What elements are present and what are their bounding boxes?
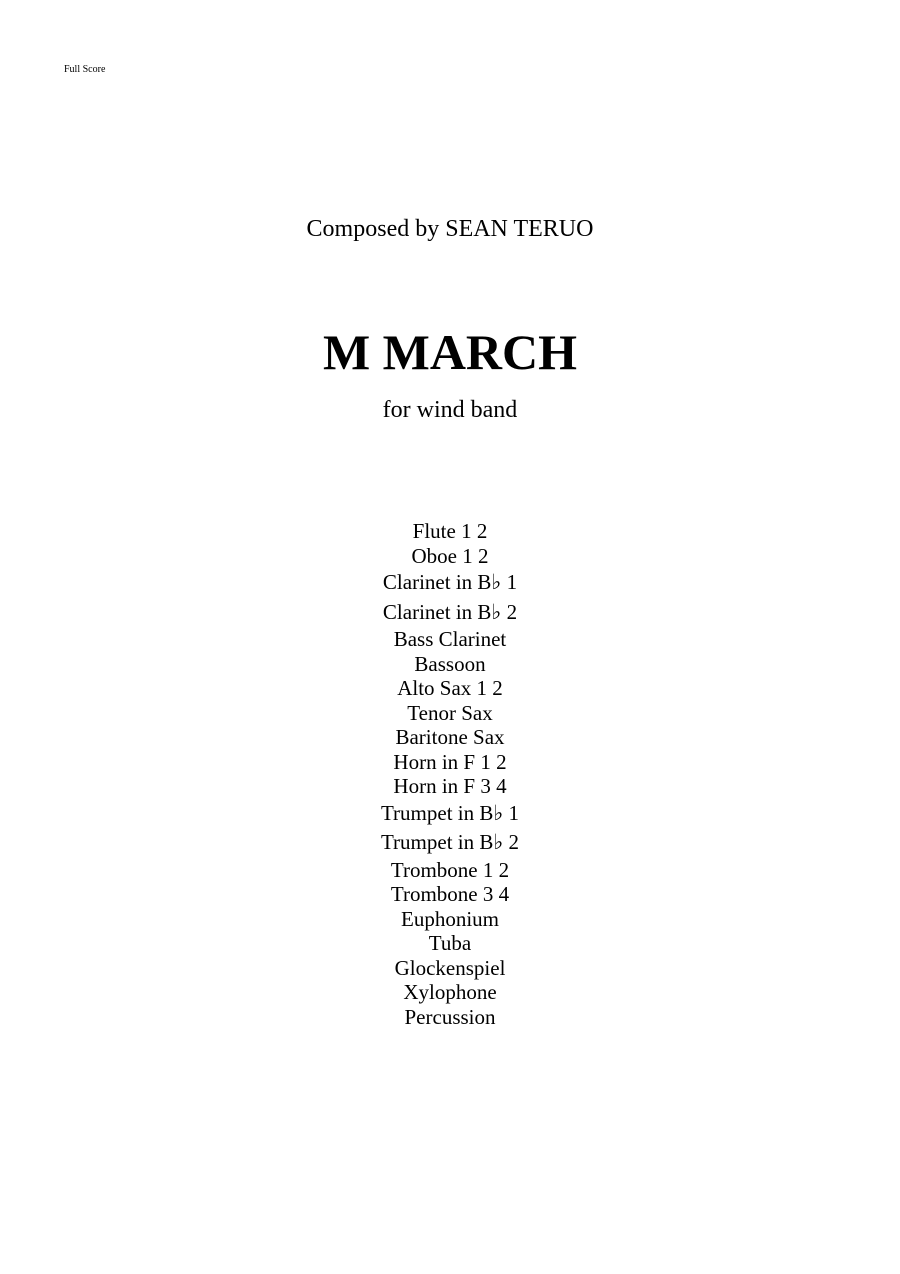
instrument-item-tuba: Tuba bbox=[428, 931, 472, 955]
instrument-item-glockenspiel: Glockenspiel bbox=[394, 955, 506, 980]
piece-title: M MARCH bbox=[322, 324, 578, 380]
instrument-item-euphonium: Euphonium bbox=[401, 906, 499, 931]
instrument-item-trombone-3-4: Trombone 3 4 bbox=[390, 882, 510, 906]
composer-credit: Composed by SEAN TERUO bbox=[306, 216, 594, 242]
instrument-item-clarinet-2: Clarinet in B♭ 2 bbox=[382, 599, 518, 624]
instrument-item-xylophone: Xylophone bbox=[403, 980, 497, 1004]
instrumentation-list bbox=[0, 519, 900, 1029]
instrument-item-tenor-sax: Tenor Sax bbox=[407, 700, 493, 725]
instrument-item-bassoon: Bassoon bbox=[414, 651, 486, 676]
instrument-item-clarinet-1: Clarinet in B♭ 1 bbox=[382, 570, 518, 594]
instrument-item-bass-clarinet: Bass Clarinet bbox=[393, 627, 507, 651]
instrument-item-flute: Flute 1 2 bbox=[412, 519, 488, 543]
instrument-item-trumpet-2: Trumpet in B♭ 2 bbox=[380, 830, 520, 854]
score-type-label: Full Score bbox=[64, 64, 106, 75]
instrument-item-baritone-sax: Baritone Sax bbox=[395, 725, 505, 749]
ensemble-subtitle: for wind band bbox=[382, 397, 518, 423]
instrument-item-trumpet-1: Trumpet in B♭ 1 bbox=[380, 800, 520, 825]
instrument-item-horn-1-2: Horn in F 1 2 bbox=[393, 749, 507, 774]
instrument-item-alto-sax: Alto Sax 1 2 bbox=[397, 676, 503, 700]
instrument-item-trombone-1-2: Trombone 1 2 bbox=[390, 857, 510, 882]
instrument-item-percussion: Percussion bbox=[404, 1004, 496, 1029]
instrument-item-horn-3-4: Horn in F 3 4 bbox=[393, 774, 507, 798]
instrument-item-oboe: Oboe 1 2 bbox=[411, 543, 489, 568]
